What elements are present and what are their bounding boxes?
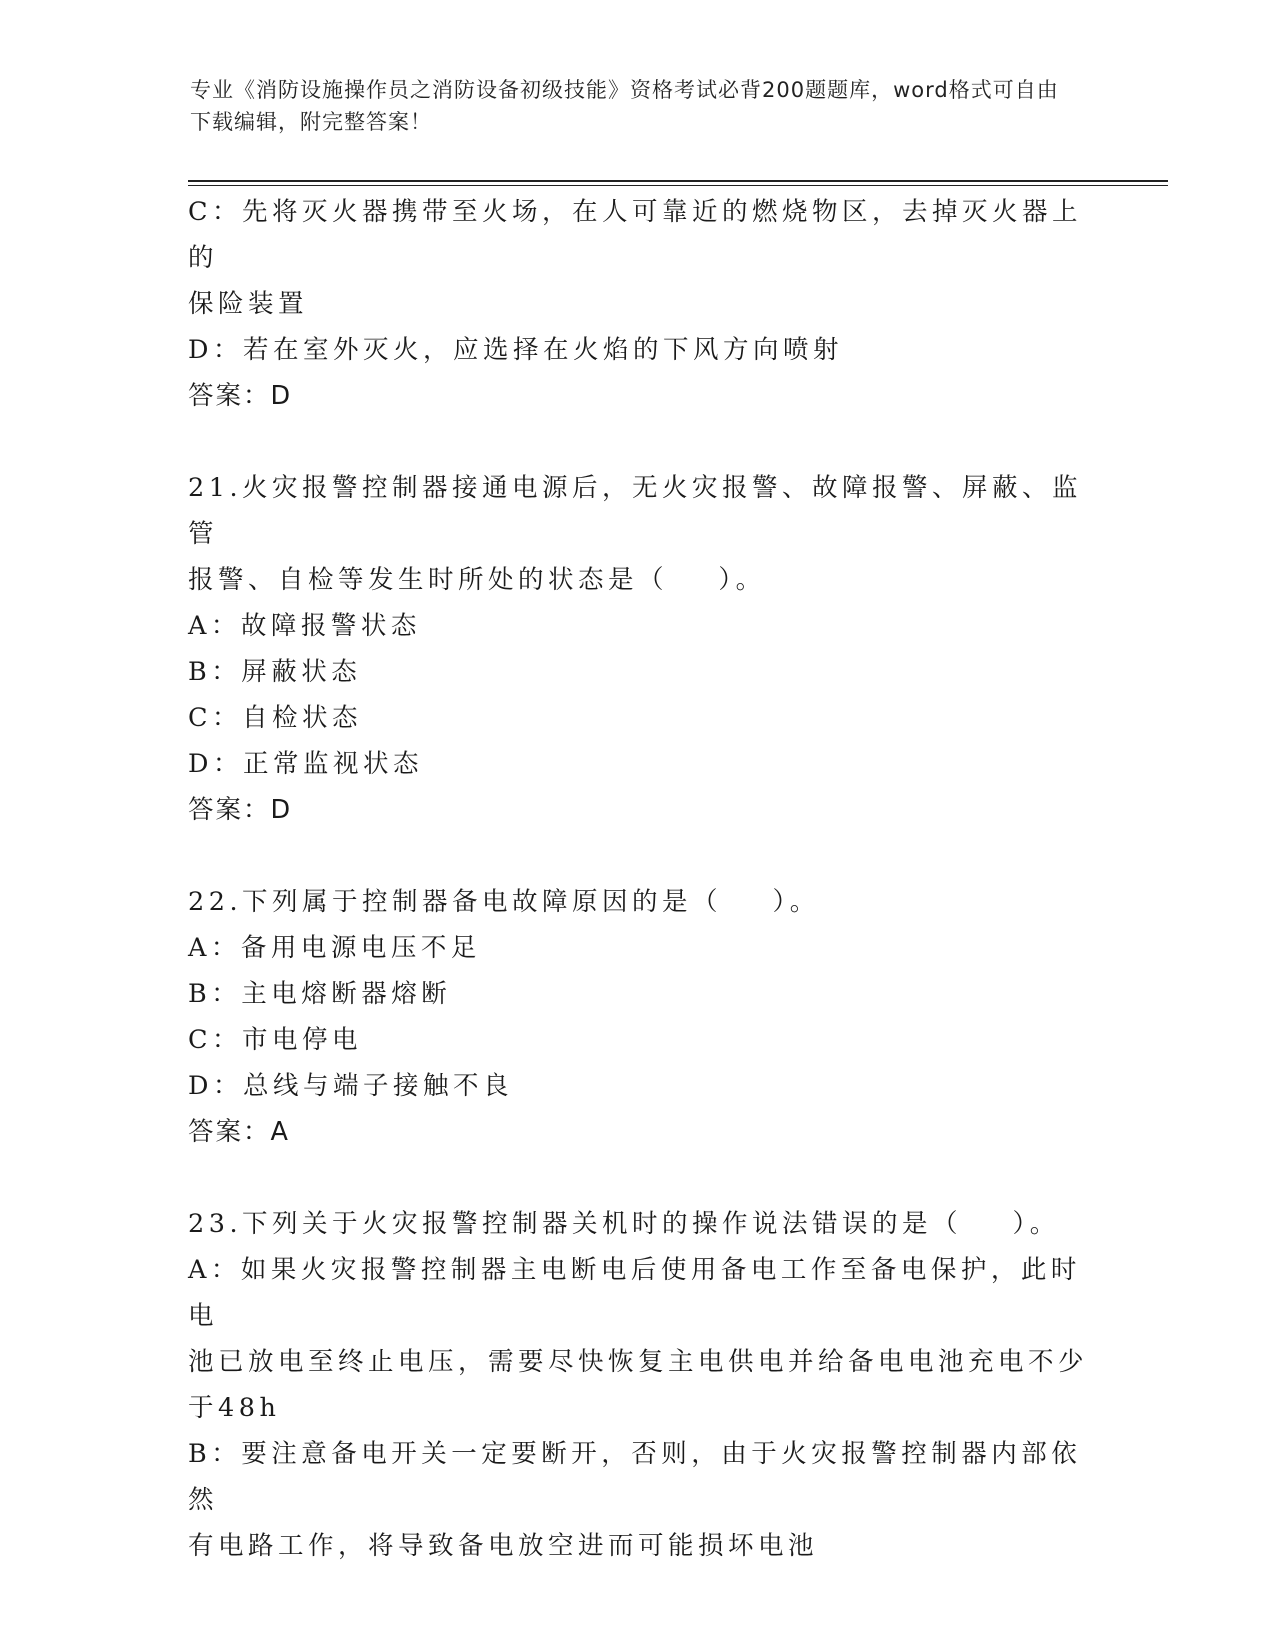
header-rule-thick [188, 180, 1168, 182]
question-text: 报警、自检等发生时所处的状态是（ ）。 [188, 565, 766, 595]
question-text: 23.下列关于火灾报警控制器关机时的操作说法错误的是（ ）。 [188, 1209, 1060, 1239]
question-block [188, 189, 1088, 419]
question-block [188, 879, 1088, 1155]
option-text: 于48h [188, 1393, 281, 1423]
option-text: C：市电停电 [188, 1025, 363, 1055]
option-text: 保险装置 [188, 289, 309, 319]
answer-line: 答案：D [188, 381, 293, 411]
option-text: B：要注意备电开关一定要断开，否则，由于火灾报警控制器内部依然 [188, 1439, 1082, 1515]
option-text: A：备用电源电压不足 [188, 933, 481, 963]
answer-line: 答案：D [188, 795, 293, 825]
option-text: A：如果火灾报警控制器主电断电后使用备电工作至备电保护，此时电 [188, 1255, 1081, 1331]
block-spacer [188, 419, 1088, 465]
option-text: B：主电熔断器熔断 [188, 979, 452, 1009]
option-text: 池已放电至终止电压，需要尽快恢复主电供电并给备电电池充电不少 [188, 1347, 1089, 1377]
block-spacer [188, 1155, 1088, 1201]
question-block [188, 465, 1088, 833]
option-text: A：故障报警状态 [188, 611, 421, 641]
question-text: 22.下列属于控制器备电故障原因的是（ ）。 [188, 887, 820, 917]
question-list [188, 189, 1088, 1569]
option-text: 有电路工作，将导致备电放空进而可能损坏电池 [188, 1531, 819, 1561]
question-block [188, 1201, 1088, 1569]
option-text: B：屏蔽状态 [188, 657, 362, 687]
answer-line: 答案：A [188, 1117, 290, 1147]
option-text: C：先将灭火器携带至火场，在人可靠近的燃烧物区，去掉灭火器上的 [188, 197, 1083, 273]
question-text: 21.火灾报警控制器接通电源后，无火灾报警、故障报警、屏蔽、监管 [188, 473, 1083, 549]
option-text: D：若在室外灭火，应选择在火焰的下风方向喷射 [188, 335, 843, 365]
option-text: D：正常监视状态 [188, 749, 423, 779]
header-rule-thin [188, 185, 1168, 186]
option-text: C：自检状态 [188, 703, 363, 733]
block-spacer [188, 833, 1088, 879]
option-text: D：总线与端子接触不良 [188, 1071, 513, 1101]
document-header: 专业《消防设施操作员之消防设备初级技能》资格考试必背200题题库，word格式可自由下载编辑，附完整答案！ [190, 78, 1059, 134]
